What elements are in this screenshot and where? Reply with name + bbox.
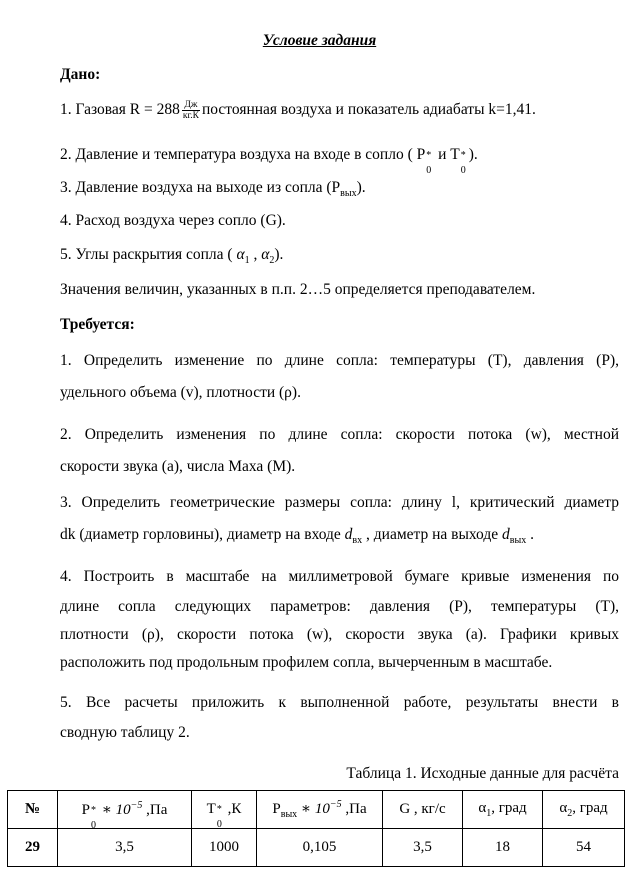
- table-header-row: [8, 791, 625, 829]
- input-data-table: [7, 790, 625, 867]
- header-g: G , кг/с: [383, 791, 463, 829]
- required-item-4-line-2: длине сопла следующих параметров: давления (Р), температуры (Т),: [60, 598, 619, 615]
- given-heading: Дано:: [60, 66, 101, 83]
- required-item-3-line-2: dk (диаметр горловины), диаметр на входе $d_{вх}$ , диаметр на выходе $d_{вых}$ .: [60, 526, 534, 547]
- given-item-1: 1. Газовая R = 288 $\frac{Дж}{кг.К}$ постоянная воздуха и показатель адиабаты k=1,41.: [60, 100, 536, 121]
- required-item-2-line-2: скорости звука (а), числа Маха (М).: [60, 458, 296, 475]
- cell-number: 29: [8, 829, 58, 867]
- given-note: Значения величин, указанных в п.п. 2…5 определяется преподавателем.: [60, 281, 536, 298]
- required-heading: Требуется:: [60, 316, 135, 333]
- table-caption: Таблица 1. Исходные данные для расчёта: [346, 765, 619, 782]
- cell-alpha1: 18: [463, 829, 543, 867]
- required-item-1-line-1: 1. Определить изменение по длине сопла: температуры (Т), давления (Р),: [60, 352, 619, 369]
- header-p-out: $Р_{вых}$ ∗ $10^{-5}$ ,Па: [257, 791, 383, 829]
- header-alpha2: $\alpha_2$, град: [543, 791, 625, 829]
- given-item-5: 5. Углы раскрытия сопла ( $\alpha_1$ , $\alpha_2$).: [60, 246, 284, 267]
- required-item-4-line-1: 4. Построить в масштабе на миллиметровой бумаге кривые изменения по: [60, 568, 619, 585]
- cell-p-out: 0,105: [257, 829, 383, 867]
- required-item-5-line-1: 5. Все расчеты приложить к выполненной работе, результаты внести в: [60, 694, 619, 711]
- table-row: [8, 829, 625, 867]
- header-p0: Р * 0 ∗ $10^{-5}$ ,Па: [58, 791, 192, 829]
- unit-fraction: $\frac{Дж}{кг.К}$: [182, 100, 199, 121]
- cell-g: 3,5: [383, 829, 463, 867]
- required-item-5-line-2: сводную таблицу 2.: [60, 724, 190, 741]
- required-item-1-line-2: удельного объема (v), плотности (ρ).: [60, 384, 301, 401]
- cell-p0: 3,5: [58, 829, 192, 867]
- required-item-2-line-1: 2. Определить изменения по длине сопла: скорости потока (w), местной: [60, 426, 619, 443]
- header-number: №: [8, 791, 58, 829]
- page-title: Условие задания: [262, 32, 377, 49]
- given-item-3: 3. Давление воздуха на выходе из сопла $(Р_{вых})$.: [60, 179, 366, 200]
- required-item-4-line-3: плотности (ρ), скорости потока (w), скорости звука (а). Графики кривых: [60, 626, 619, 643]
- required-item-3-line-1: 3. Определить геометрические размеры сопла: длину l, критический диаметр: [60, 494, 619, 511]
- header-t0: Т * 0 ,К: [192, 791, 257, 829]
- cell-alpha2: 54: [543, 829, 625, 867]
- given-item-4: 4. Расход воздуха через сопло (G).: [60, 212, 286, 229]
- given-item-2: 2. Давление и температура воздуха на входе в сопло ( Р * 0 и Т * 0 ).: [60, 146, 478, 176]
- cell-t0: 1000: [192, 829, 257, 867]
- header-alpha1: $\alpha_1$, град: [463, 791, 543, 829]
- required-item-4-line-4: расположить под продольным профилем сопла, вычерченным в масштабе.: [60, 654, 553, 671]
